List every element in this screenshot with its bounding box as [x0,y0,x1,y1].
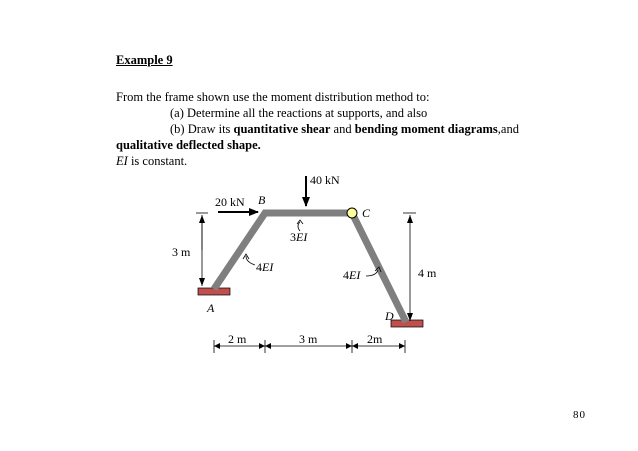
load-20kn-label: 20 kN [215,195,245,209]
dim-span-2-label: 3 m [299,332,318,346]
support-a [198,288,230,295]
member-bc-coef: 3 [290,230,296,244]
member-ab-coef: 4 [256,260,262,274]
part-b-suffix: ,and [497,122,519,136]
member-ab-ei-label [256,260,274,274]
node-c-label: C [362,206,371,220]
ei-constant-text: is constant. [127,154,188,168]
member-ab-ei: EI [262,260,274,274]
member-cd-ei-label [343,268,361,282]
dim-right-label: 4 m [418,266,437,280]
dim-left-label: 3 m [172,245,191,259]
part-b-bold-moment: bending moment diagrams [354,122,498,136]
intro-line: From the frame shown use the moment distribution method to: [116,90,430,104]
member-cd-coef: 4 [343,268,349,282]
part-b-prefix: (b) Draw its [170,122,234,136]
member-ab-leader [246,256,255,265]
member-bc-ei-label [290,230,308,244]
member-bc-ei: EI [296,230,308,244]
page-number: 80 [573,409,586,421]
dim-span-1-label: 2 m [228,332,247,346]
member-cd-ei: EI [349,268,361,282]
deflected-shape-line: qualitative deflected shape. [116,138,261,152]
part-b-mid: and [330,122,355,136]
dim-span-3-label: 2m [367,332,383,346]
part-b-bold-shear: quantitative shear [233,122,331,136]
member-cd-leader [366,270,378,276]
node-b-label: B [258,193,266,207]
ei-symbol: EI [116,154,128,168]
load-40kn-label: 40 kN [310,173,340,187]
example-heading: Example 9 [116,53,173,67]
hinge-c [347,208,357,218]
node-a-label: A [207,301,215,315]
frame-members [214,213,406,322]
node-d-label: D [385,309,394,323]
part-a-line: (a) Determine all the reactions at supports, and also [170,106,428,120]
